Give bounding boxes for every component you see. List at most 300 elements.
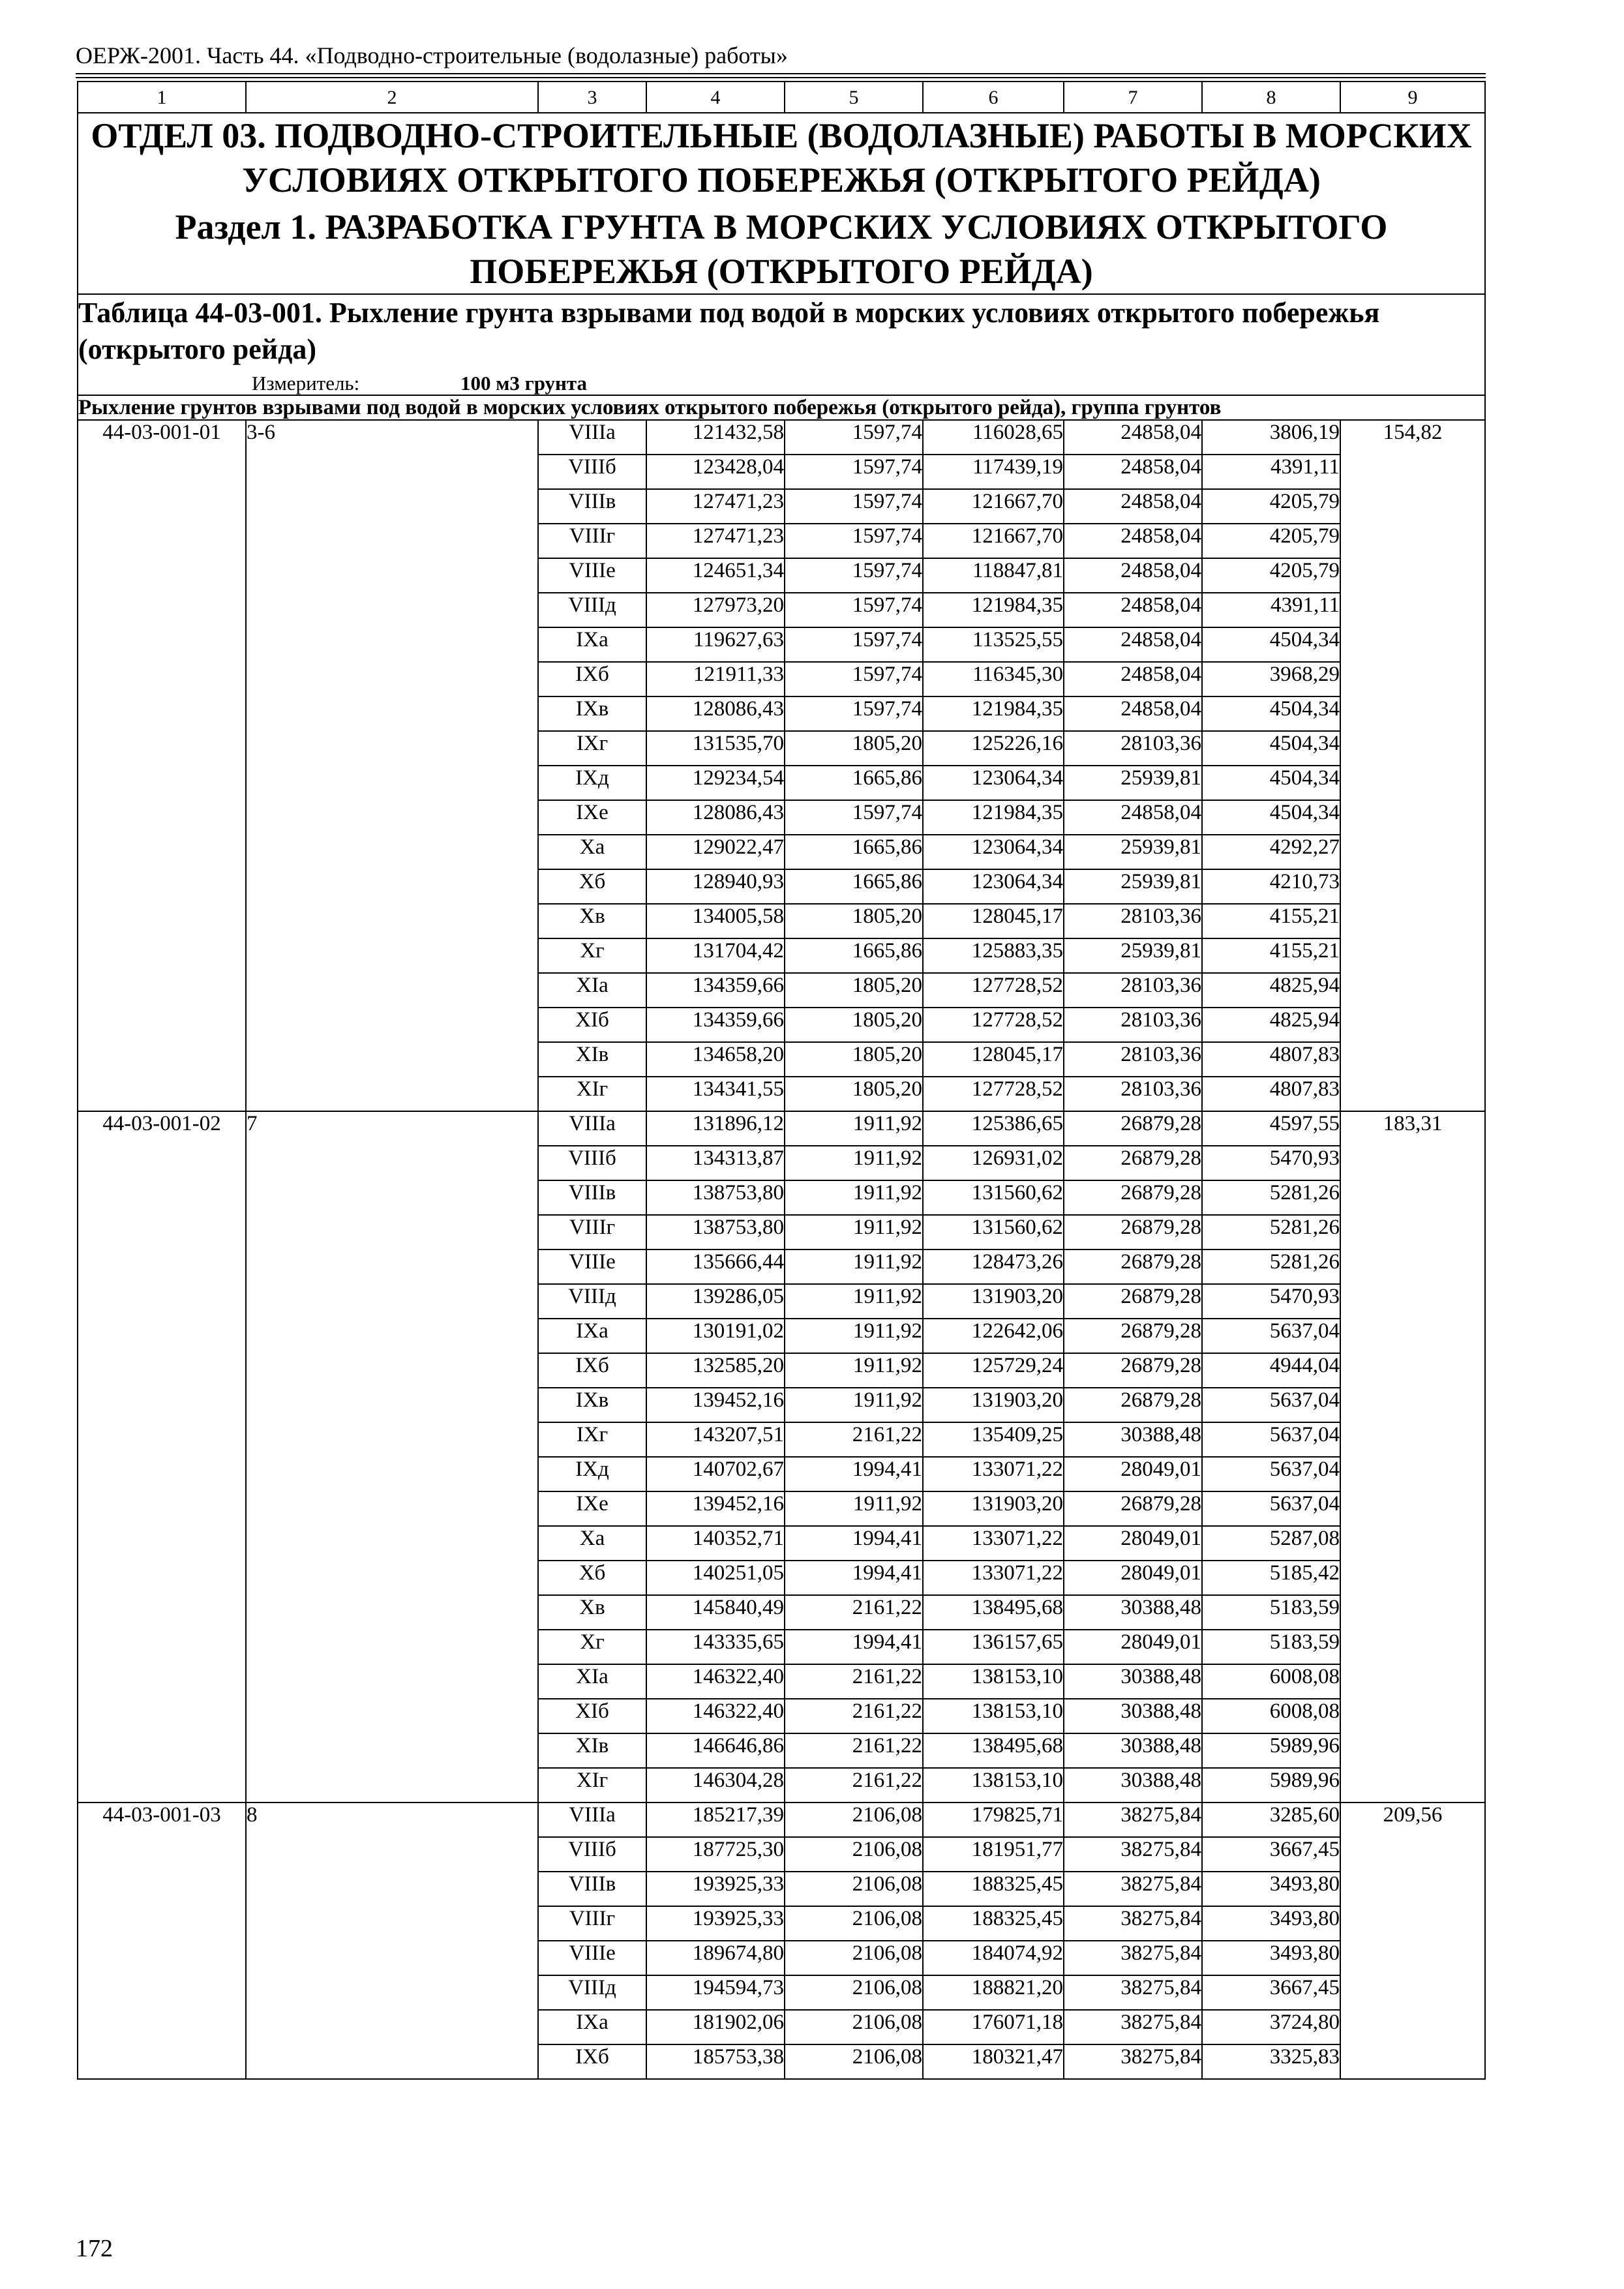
value-col5: 2106,08: [785, 1803, 923, 1837]
value-col7: 26879,28: [1064, 1111, 1202, 1146]
department-title: ОТДЕЛ 03. ПОДВОДНО-СТРОИТЕЛЬНЫЕ (ВОДОЛАЗНЫЕ) РАБОТЫ В МОРСКИХ УСЛОВИЯХ ОТКРЫТОГО ПОБЕРЕЖЬЯ (ОТКРЫТОГО РЕЙДА): [91, 116, 1472, 200]
value-col7: 28049,01: [1064, 1561, 1202, 1595]
value-col8: 4391,11: [1202, 455, 1340, 489]
value-col5: 1665,86: [785, 835, 923, 869]
norm-code: 44-03-001-03: [78, 1803, 246, 2079]
value-col6: 125729,24: [923, 1353, 1064, 1388]
value-col4: 127471,23: [646, 524, 785, 558]
value-col5: 2161,22: [785, 1422, 923, 1457]
value-col4: 127471,23: [646, 489, 785, 524]
value-col6: 127728,52: [923, 1077, 1064, 1111]
soil-category: IXв: [538, 1388, 646, 1422]
value-col4: 128940,93: [646, 869, 785, 904]
value-col6: 138153,10: [923, 1699, 1064, 1733]
soil-category: VIIIа: [538, 1111, 646, 1146]
value-col8: 3493,80: [1202, 1906, 1340, 1941]
table-row: [78, 1803, 1485, 1837]
value-col6: 127728,52: [923, 973, 1064, 1008]
value-col4: 121432,58: [646, 420, 785, 455]
value-col4: 187725,30: [646, 1837, 785, 1872]
soil-category: IXд: [538, 766, 646, 800]
value-col8: 4205,79: [1202, 558, 1340, 593]
value-col5: 2161,22: [785, 1664, 923, 1699]
value-col7: 38275,84: [1064, 1975, 1202, 2010]
value-col6: 138495,68: [923, 1733, 1064, 1768]
value-col4: 134359,66: [646, 973, 785, 1008]
value-col8: 5185,42: [1202, 1561, 1340, 1595]
value-col7: 38275,84: [1064, 1941, 1202, 1975]
value-col4: 146646,86: [646, 1733, 785, 1768]
value-col4: 139452,16: [646, 1491, 785, 1526]
value-col5: 2161,22: [785, 1595, 923, 1630]
value-col5: 1911,92: [785, 1284, 923, 1319]
value-col6: 176071,18: [923, 2010, 1064, 2044]
soil-category: VIIIд: [538, 1284, 646, 1319]
soil-category: VIIIа: [538, 1803, 646, 1837]
value-col5: 1597,74: [785, 696, 923, 731]
value-col6: 136157,65: [923, 1630, 1064, 1664]
value-col5: 1911,92: [785, 1388, 923, 1422]
value-col5: 1805,20: [785, 1077, 923, 1111]
soil-group: 3-6: [246, 420, 538, 1111]
value-col4: 185217,39: [646, 1803, 785, 1837]
value-col8: 5637,04: [1202, 1319, 1340, 1353]
soil-category: XIв: [538, 1733, 646, 1768]
value-col8: 3968,29: [1202, 662, 1340, 696]
value-col7: 24858,04: [1064, 627, 1202, 662]
value-col4: 140702,67: [646, 1457, 785, 1491]
value-col5: 1597,74: [785, 800, 923, 835]
value-col6: 133071,22: [923, 1526, 1064, 1561]
soil-category: VIIIе: [538, 1941, 646, 1975]
soil-category: Xб: [538, 869, 646, 904]
value-col7: 28103,36: [1064, 1042, 1202, 1077]
value-col4: 139452,16: [646, 1388, 785, 1422]
value-col5: 1597,74: [785, 558, 923, 593]
value-col5: 2106,08: [785, 1837, 923, 1872]
value-col4: 138753,80: [646, 1215, 785, 1249]
value-col6: 128473,26: [923, 1249, 1064, 1284]
soil-category: VIIIд: [538, 1975, 646, 2010]
value-col7: 30388,48: [1064, 1768, 1202, 1803]
value-col6: 123064,34: [923, 835, 1064, 869]
value-col7: 28049,01: [1064, 1526, 1202, 1561]
value-col8: 4292,27: [1202, 835, 1340, 869]
soil-category: IXв: [538, 696, 646, 731]
soil-category: VIIIб: [538, 1837, 646, 1872]
value-col5: 1911,92: [785, 1215, 923, 1249]
value-col7: 25939,81: [1064, 938, 1202, 973]
value-col6: 121667,70: [923, 524, 1064, 558]
value-col5: 1805,20: [785, 1042, 923, 1077]
value-col6: 188325,45: [923, 1872, 1064, 1906]
value-col8: 3724,80: [1202, 2010, 1340, 2044]
value-col8: 3493,80: [1202, 1941, 1340, 1975]
value-col7: 26879,28: [1064, 1180, 1202, 1215]
value-col4: 129234,54: [646, 766, 785, 800]
soil-category: VIIIг: [538, 1906, 646, 1941]
value-col5: 1911,92: [785, 1146, 923, 1180]
value-col8: 4825,94: [1202, 1008, 1340, 1042]
column-number-row: [78, 82, 1485, 113]
value-col4: 145840,49: [646, 1595, 785, 1630]
value-col5: 2161,22: [785, 1699, 923, 1733]
value-col4: 146322,40: [646, 1699, 785, 1733]
value-col7: 28049,01: [1064, 1457, 1202, 1491]
value-col4: 143335,65: [646, 1630, 785, 1664]
value-col8: 4504,34: [1202, 800, 1340, 835]
soil-category: IXб: [538, 2044, 646, 2079]
value-col5: 1597,74: [785, 524, 923, 558]
soil-category: IXб: [538, 1353, 646, 1388]
value-col8: 5637,04: [1202, 1457, 1340, 1491]
soil-category: IXд: [538, 1457, 646, 1491]
value-col5: 1597,74: [785, 420, 923, 455]
value-col4: 139286,05: [646, 1284, 785, 1319]
value-col4: 131535,70: [646, 731, 785, 766]
value-col4: 121911,33: [646, 662, 785, 696]
soil-category: Xг: [538, 1630, 646, 1664]
value-col5: 1665,86: [785, 766, 923, 800]
value-col6: 121984,35: [923, 593, 1064, 627]
value-col5: 1911,92: [785, 1111, 923, 1146]
value-col6: 131903,20: [923, 1284, 1064, 1319]
header-rule: [76, 73, 1486, 74]
value-col8: 4504,34: [1202, 696, 1340, 731]
description-row: [78, 395, 1485, 420]
table-title: Таблица 44-03-001. Рыхление грунта взрывами под водой в морских условиях открытого побережья (открытого рейда): [78, 297, 1380, 365]
value-col5: 1665,86: [785, 938, 923, 973]
value-col8: 4210,73: [1202, 869, 1340, 904]
soil-category: Xг: [538, 938, 646, 973]
value-col8: 3667,45: [1202, 1837, 1340, 1872]
value-col7: 24858,04: [1064, 455, 1202, 489]
unit-label: Измеритель:: [252, 372, 360, 395]
soil-category: VIIIг: [538, 1215, 646, 1249]
value-col7: 26879,28: [1064, 1249, 1202, 1284]
value-col4: 185753,38: [646, 2044, 785, 2079]
unit-value: 100 м3 грунта: [460, 372, 587, 395]
value-col7: 28049,01: [1064, 1630, 1202, 1664]
value-col8: 5637,04: [1202, 1422, 1340, 1457]
value-col4: 138753,80: [646, 1180, 785, 1215]
column-number: 1: [78, 82, 246, 113]
value-col7: 38275,84: [1064, 2044, 1202, 2079]
value-col4: 127973,20: [646, 593, 785, 627]
value-col4: 143207,51: [646, 1422, 785, 1457]
value-col6: 131903,20: [923, 1388, 1064, 1422]
value-col8: 5281,26: [1202, 1180, 1340, 1215]
value-col7: 30388,48: [1064, 1699, 1202, 1733]
value-col6: 118847,81: [923, 558, 1064, 593]
value-col8: 4807,83: [1202, 1077, 1340, 1111]
soil-category: IXе: [538, 1491, 646, 1526]
value-col5: 1805,20: [785, 973, 923, 1008]
value-col4: 119627,63: [646, 627, 785, 662]
value-col6: 138495,68: [923, 1595, 1064, 1630]
value-col8: 4944,04: [1202, 1353, 1340, 1388]
work-description: Рыхление грунтов взрывами под водой в морских условиях открытого побережья (открытого рейда), группа грунтов: [78, 395, 1485, 420]
soil-category: VIIIб: [538, 455, 646, 489]
column-number: 7: [1064, 82, 1202, 113]
value-col6: 181951,77: [923, 1837, 1064, 1872]
column-number: 5: [785, 82, 923, 113]
value-col7: 30388,48: [1064, 1664, 1202, 1699]
title-cell: [78, 113, 1485, 294]
value-col6: 131560,62: [923, 1215, 1064, 1249]
value-col8: 4504,34: [1202, 627, 1340, 662]
value-col4: 124651,34: [646, 558, 785, 593]
value-col6: 188821,20: [923, 1975, 1064, 2010]
value-col5: 1805,20: [785, 731, 923, 766]
value-col7: 28103,36: [1064, 731, 1202, 766]
value-col5: 1994,41: [785, 1526, 923, 1561]
value-col7: 30388,48: [1064, 1595, 1202, 1630]
value-col7: 25939,81: [1064, 869, 1202, 904]
value-col6: 123064,34: [923, 869, 1064, 904]
value-col4: 140352,71: [646, 1526, 785, 1561]
value-col7: 24858,04: [1064, 662, 1202, 696]
soil-category: VIIIе: [538, 558, 646, 593]
soil-category: Xв: [538, 904, 646, 938]
value-col7: 26879,28: [1064, 1215, 1202, 1249]
soil-category: XIг: [538, 1077, 646, 1111]
soil-category: VIIIа: [538, 420, 646, 455]
soil-category: VIIIв: [538, 1180, 646, 1215]
soil-category: IXг: [538, 1422, 646, 1457]
value-col6: 133071,22: [923, 1457, 1064, 1491]
value-col7: 38275,84: [1064, 2010, 1202, 2044]
value-col5: 1597,74: [785, 489, 923, 524]
value-col8: 3667,45: [1202, 1975, 1340, 2010]
value-col5: 2106,08: [785, 1941, 923, 1975]
value-col5: 1911,92: [785, 1180, 923, 1215]
value-col5: 1597,74: [785, 662, 923, 696]
soil-category: IXа: [538, 2010, 646, 2044]
value-col8: 3806,19: [1202, 420, 1340, 455]
value-col6: 121984,35: [923, 696, 1064, 731]
value-col6: 125386,65: [923, 1111, 1064, 1146]
value-col8: 5637,04: [1202, 1388, 1340, 1422]
value-col6: 126931,02: [923, 1146, 1064, 1180]
value-col4: 194594,73: [646, 1975, 785, 2010]
value-col4: 146322,40: [646, 1664, 785, 1699]
section-title: Раздел 1. РАЗРАБОТКА ГРУНТА В МОРСКИХ УСЛОВИЯХ ОТКРЫТОГО ПОБЕРЕЖЬЯ (ОТКРЫТОГО РЕЙДА): [175, 207, 1388, 292]
value-col7: 26879,28: [1064, 1491, 1202, 1526]
value-col8: 4597,55: [1202, 1111, 1340, 1146]
value-col6: 113525,55: [923, 627, 1064, 662]
value-col5: 2106,08: [785, 1872, 923, 1906]
value-col6: 121667,70: [923, 489, 1064, 524]
value-col5: 2106,08: [785, 1975, 923, 2010]
value-col6: 125226,16: [923, 731, 1064, 766]
soil-category: Xа: [538, 1526, 646, 1561]
value-col7: 25939,81: [1064, 835, 1202, 869]
value-col4: 134341,55: [646, 1077, 785, 1111]
soil-category: XIв: [538, 1042, 646, 1077]
value-col9: 154,82: [1340, 420, 1485, 1111]
value-col7: 24858,04: [1064, 558, 1202, 593]
page-number: 172: [76, 2235, 113, 2262]
soil-category: IXг: [538, 731, 646, 766]
value-col6: 116028,65: [923, 420, 1064, 455]
soil-category: IXб: [538, 662, 646, 696]
column-number: 6: [923, 82, 1064, 113]
column-number: 2: [246, 82, 538, 113]
column-number: 4: [646, 82, 785, 113]
table-row: [78, 1111, 1485, 1146]
value-col4: 134658,20: [646, 1042, 785, 1077]
value-col8: 4825,94: [1202, 973, 1340, 1008]
soil-category: VIIIг: [538, 524, 646, 558]
unit-line: [78, 372, 1484, 395]
value-col6: 188325,45: [923, 1906, 1064, 1941]
value-col5: 1994,41: [785, 1561, 923, 1595]
value-col6: 125883,35: [923, 938, 1064, 973]
value-col5: 1805,20: [785, 1008, 923, 1042]
soil-category: XIб: [538, 1699, 646, 1733]
value-col8: 5989,96: [1202, 1733, 1340, 1768]
value-col6: 128045,17: [923, 904, 1064, 938]
table-row: [78, 420, 1485, 455]
value-col8: 4391,11: [1202, 593, 1340, 627]
value-col8: 6008,08: [1202, 1664, 1340, 1699]
value-col7: 24858,04: [1064, 420, 1202, 455]
value-col8: 4504,34: [1202, 766, 1340, 800]
value-col8: 5287,08: [1202, 1526, 1340, 1561]
value-col8: 5470,93: [1202, 1284, 1340, 1319]
value-col6: 138153,10: [923, 1664, 1064, 1699]
value-col7: 26879,28: [1064, 1284, 1202, 1319]
value-col4: 132585,20: [646, 1353, 785, 1388]
value-col9: 209,56: [1340, 1803, 1485, 2079]
soil-category: XIа: [538, 973, 646, 1008]
value-col7: 26879,28: [1064, 1319, 1202, 1353]
value-col7: 38275,84: [1064, 1906, 1202, 1941]
soil-category: Xв: [538, 1595, 646, 1630]
value-col4: 129022,47: [646, 835, 785, 869]
soil-category: VIIIб: [538, 1146, 646, 1180]
value-col4: 134005,58: [646, 904, 785, 938]
value-col7: 28103,36: [1064, 973, 1202, 1008]
value-col5: 1597,74: [785, 627, 923, 662]
value-col4: 193925,33: [646, 1872, 785, 1906]
value-col8: 5183,59: [1202, 1630, 1340, 1664]
value-col6: 123064,34: [923, 766, 1064, 800]
value-col6: 117439,19: [923, 455, 1064, 489]
value-col4: 128086,43: [646, 696, 785, 731]
norms-table: [77, 81, 1486, 2080]
value-col4: 134313,87: [646, 1146, 785, 1180]
column-number: 9: [1340, 82, 1485, 113]
value-col4: 135666,44: [646, 1249, 785, 1284]
value-col6: 128045,17: [923, 1042, 1064, 1077]
value-col5: 1665,86: [785, 869, 923, 904]
value-col5: 2106,08: [785, 1906, 923, 1941]
soil-category: IXе: [538, 800, 646, 835]
value-col5: 2106,08: [785, 2044, 923, 2079]
value-col5: 1911,92: [785, 1353, 923, 1388]
value-col8: 4155,21: [1202, 904, 1340, 938]
value-col7: 26879,28: [1064, 1353, 1202, 1388]
value-col7: 28103,36: [1064, 1008, 1202, 1042]
value-col6: 133071,22: [923, 1561, 1064, 1595]
value-col6: 122642,06: [923, 1319, 1064, 1353]
column-number: 3: [538, 82, 646, 113]
value-col4: 193925,33: [646, 1906, 785, 1941]
norm-code: 44-03-001-01: [78, 420, 246, 1111]
value-col7: 30388,48: [1064, 1422, 1202, 1457]
column-number: 8: [1202, 82, 1340, 113]
soil-category: XIб: [538, 1008, 646, 1042]
value-col5: 2106,08: [785, 2010, 923, 2044]
value-col8: 6008,08: [1202, 1699, 1340, 1733]
value-col7: 28103,36: [1064, 904, 1202, 938]
value-col4: 181902,06: [646, 2010, 785, 2044]
value-col8: 5281,26: [1202, 1249, 1340, 1284]
value-col7: 24858,04: [1064, 524, 1202, 558]
value-col4: 189674,80: [646, 1941, 785, 1975]
value-col5: 2161,22: [785, 1768, 923, 1803]
value-col8: 5989,96: [1202, 1768, 1340, 1803]
value-col6: 131560,62: [923, 1180, 1064, 1215]
value-col5: 2161,22: [785, 1733, 923, 1768]
title-row: [78, 113, 1485, 294]
value-col6: 179825,71: [923, 1803, 1064, 1837]
value-col6: 138153,10: [923, 1768, 1064, 1803]
value-col5: 1911,92: [785, 1491, 923, 1526]
value-col4: 131896,12: [646, 1111, 785, 1146]
value-col8: 4807,83: [1202, 1042, 1340, 1077]
value-col8: 4155,21: [1202, 938, 1340, 973]
soil-group: 7: [246, 1111, 538, 1803]
soil-category: XIа: [538, 1664, 646, 1699]
value-col7: 28103,36: [1064, 1077, 1202, 1111]
value-col7: 24858,04: [1064, 696, 1202, 731]
value-col4: 131704,42: [646, 938, 785, 973]
value-col8: 3325,83: [1202, 2044, 1340, 2079]
value-col6: 127728,52: [923, 1008, 1064, 1042]
value-col8: 3285,60: [1202, 1803, 1340, 1837]
value-col7: 24858,04: [1064, 800, 1202, 835]
soil-category: Xб: [538, 1561, 646, 1595]
value-col4: 123428,04: [646, 455, 785, 489]
value-col7: 26879,28: [1064, 1146, 1202, 1180]
value-col8: 5637,04: [1202, 1491, 1340, 1526]
value-col6: 180321,47: [923, 2044, 1064, 2079]
value-col6: 184074,92: [923, 1941, 1064, 1975]
value-col9: 183,31: [1340, 1111, 1485, 1803]
value-col7: 38275,84: [1064, 1872, 1202, 1906]
value-col5: 1994,41: [785, 1457, 923, 1491]
value-col5: 1597,74: [785, 455, 923, 489]
norm-code: 44-03-001-02: [78, 1111, 246, 1803]
value-col8: 4205,79: [1202, 489, 1340, 524]
running-header: ОЕРЖ-2001. Часть 44. «Подводно-строительные (водолазные) работы»: [76, 42, 788, 68]
value-col4: 134359,66: [646, 1008, 785, 1042]
value-col4: 130191,02: [646, 1319, 785, 1353]
soil-category: Xа: [538, 835, 646, 869]
soil-category: IXа: [538, 627, 646, 662]
value-col8: 3493,80: [1202, 1872, 1340, 1906]
value-col8: 4205,79: [1202, 524, 1340, 558]
value-col7: 38275,84: [1064, 1803, 1202, 1837]
value-col7: 24858,04: [1064, 489, 1202, 524]
table-title-cell: [78, 294, 1485, 395]
value-col7: 26879,28: [1064, 1388, 1202, 1422]
value-col5: 1805,20: [785, 904, 923, 938]
value-col5: 1597,74: [785, 593, 923, 627]
